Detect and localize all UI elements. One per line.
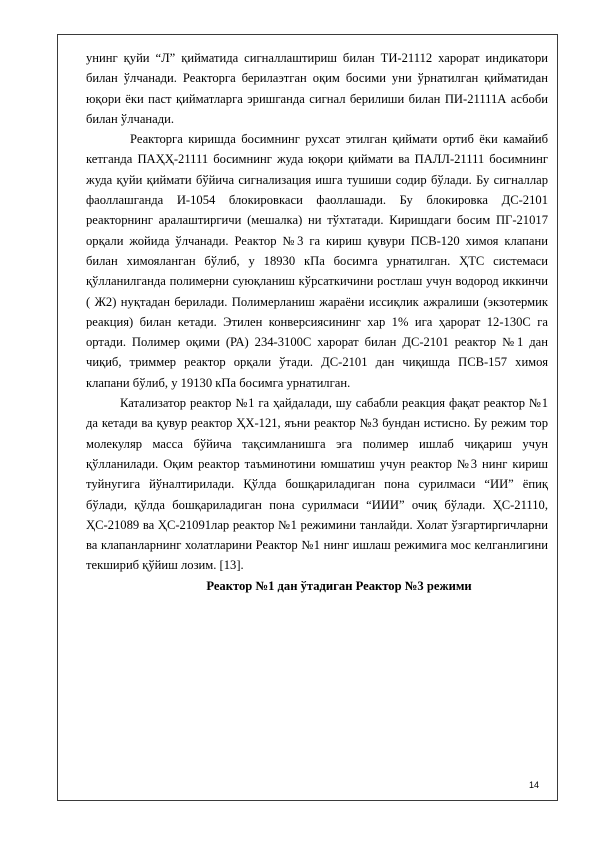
- paragraph-2: Реакторга киришда босимнинг рухсат этилган қиймати ортиб ёки камайиб кетганда ПАҲҲ-21111 босимнинг жуда юқори қиймати ва ПАЛЛ-21111 босимнинг жуда қуйи қиймати бўйича сигнализация ишга тушиши содир бўлади. Бу сигналлар фаоллашганда И-1054 блокировкаси фаоллашади. Бу блокировка ДС-2101 реакторнинг аралаштиргичи (мешалка) ни тўхтатади. Киришдаги босим ПГ-21017 орқали жойида ўлчанади. Реактор №3 га кириш қувури ПСВ-120 химоя клапани билан химояланган бўлиб, у 18930 кПа босимга урнатилган. ҲТС системаси қўлланилганда полимерни суюқланиш кўрсаткичини ростлаш учун водород иккинчи ( Ж2) нуқтадан берилади. Полимерланиш жараёни иссиқлик ажралиши (экзотермик реакция) билан кетади. Этилен конверсиясининг хар 1% ига ҳарорат 12-130С га ортади. Полимер оқими (РА) 234-3100С харорат билан ДС-2101 реактор №1 дан чиқиб, триммер реактор орқали ўтади. ДС-2101 дан чиқишда ПСВ-157 химоя клапани бўлиб, у 19130 кПа босимга урнатилган.: [86, 132, 548, 390]
- page-number: 14: [528, 780, 539, 790]
- paragraph-1: унинг қуйи “Л” қийматида сигналлаштириш билан ТИ-21112 харорат индикатори билан ўлчанади. Реакторга берилаэтган оқим босими уни ўрнатилган қийматидан юқори ёки паст қийматларга эришганда сигнал берилиши билан ПИ-21111А асбоби билан ўлчанади.: [86, 51, 548, 126]
- document-body: [86, 48, 548, 596]
- paragraph-3: Катализатор реактор №1 га ҳайдалади, шу сабабли реакция фақат реактор №1 да кетади ва қувур реактор ҲХ-121, яъни реактор №3 бундан истисно. Бу режим тор молекуляр масса бўйича тақсимланишга эга полимер ишлаб чиқариш учун қўлланилади. Оқим реактор таъминотини юмшатиш учун реактор №3 нинг кириш туйнугига йўналтирилади. Қўлда бошқариладиган пона сурилмаси “ИИ” ёпиқ бўлади, қўлда бошқариладиган пона сурилмаси “ИИИ” очиқ бўлади. ҲС-21110, ҲС-21089 ва ҲС-21091лар реактор №1 режимини танлайди. Холат ўзгартиргичларни ва клапанларнинг холатларини Реактор №1 нинг ишлаш режимига мос келганлигини текшириб қўйиш лозим. [13].: [86, 396, 548, 573]
- section-heading: Реактор №1 дан ўтадиган Реактор №3 режими: [206, 578, 472, 593]
